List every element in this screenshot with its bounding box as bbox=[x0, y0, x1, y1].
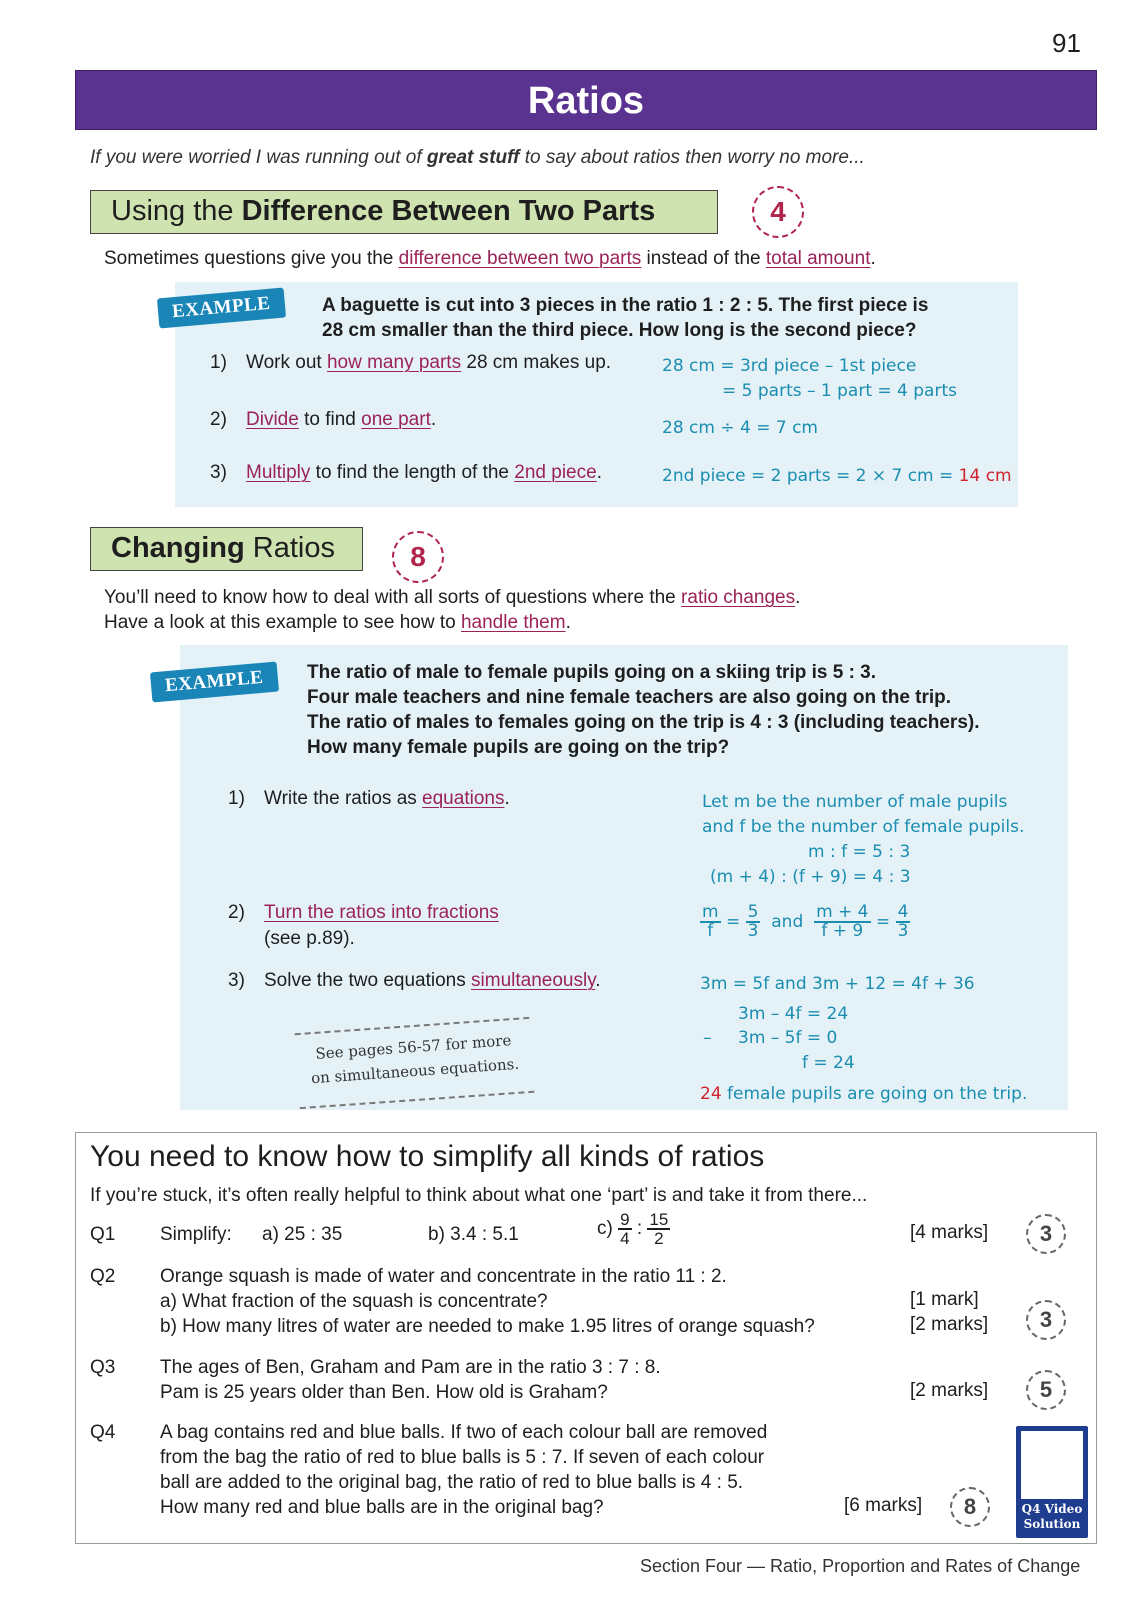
section2-lead: You’ll need to know how to deal with all sorts of questions where the ratio changes. Have a look at this example to see how to handle them. bbox=[104, 587, 801, 633]
example-question: A baguette is cut into 3 pieces in the ratio 1 : 2 : 5. The first piece is 28 cm smaller than the third piece. How long is the second piece? bbox=[322, 295, 929, 341]
working-line: 3m – 4f = 24 bbox=[738, 1004, 849, 1024]
cross-reference-note: See pages 56-57 for more on simultaneous equations. bbox=[295, 1017, 535, 1109]
section-heading-difference: Using the Difference Between Two Parts bbox=[90, 190, 718, 234]
question-number: Q1 bbox=[90, 1224, 116, 1245]
section1-lead: Sometimes questions give you the difference between two parts instead of the total amount. bbox=[104, 248, 876, 269]
video-solution-link[interactable] bbox=[1016, 1426, 1088, 1538]
working-line: 2nd piece = 2 parts = 2 × 7 cm = 14 cm bbox=[662, 466, 1012, 486]
answer-line: 24 female pupils are going on the trip. bbox=[700, 1084, 1028, 1104]
question-number: Q3 bbox=[90, 1357, 116, 1378]
question-text: The ages of Ben, Graham and Pam are in the ratio 3 : 7 : 8. Pam is 25 years older than Ben. How old is Graham? bbox=[160, 1357, 661, 1403]
practice-title: You need to know how to simplify all kinds of ratios bbox=[90, 1140, 765, 1173]
working-line: and f be the number of female pupils. bbox=[702, 817, 1025, 837]
page-title: Ratios bbox=[527, 80, 645, 122]
fraction-equations: $\frac{m}{f}$ = $\frac{5}{3}$ and $\frac{m + 4}{f + 9}$ = $\frac{4}{3}$ bbox=[702, 902, 909, 941]
marks: [2 marks] bbox=[910, 1380, 989, 1401]
qr-code-icon bbox=[1021, 1431, 1083, 1499]
minus-sign: – bbox=[703, 1028, 712, 1048]
question-part: a) 25 : 35 bbox=[262, 1224, 343, 1245]
working-line: 3m = 5f and 3m + 12 = 4f + 36 bbox=[700, 974, 975, 994]
grade-badge-icon: 8 bbox=[392, 531, 444, 583]
title-bar bbox=[75, 70, 1097, 130]
intro-text: If you were worried I was running out of great stuff to say about ratios then worry no more... bbox=[90, 147, 865, 168]
working-line: Let m be the number of male pupils bbox=[702, 792, 1008, 812]
practice-subtitle: If you’re stuck, it’s often really helpful to think about what one ‘part’ is and take it from there... bbox=[90, 1185, 868, 1206]
section-heading-changing: Changing Ratios bbox=[90, 527, 363, 571]
working-line: 28 cm = 3rd piece – 1st piece bbox=[662, 356, 917, 376]
step-3: 3) Multiply to find the length of the 2nd piece. bbox=[210, 462, 602, 483]
step-3: 3) Solve the two equations simultaneously. bbox=[228, 970, 601, 991]
working-line: = 5 parts – 1 part = 4 parts bbox=[722, 381, 957, 401]
working-line: 3m – 5f = 0 bbox=[738, 1028, 838, 1048]
question-part: c) $\frac{9}{4}$ : $\frac{15}{2}$ bbox=[597, 1210, 669, 1248]
keyword-link: difference between two parts bbox=[398, 248, 642, 269]
example-question: The ratio of male to female pupils going on a skiing trip is 5 : 3. Four male teachers and nine female teachers are also going on the trip. The ratio of males to females going on the trip is 4 : 3 (including teachers). How many female pupils are going on the trip? bbox=[307, 662, 980, 758]
marks: [4 marks] bbox=[910, 1222, 989, 1243]
question-text: A bag contains red and blue balls. If two of each colour ball are removed from the bag the ratio of red to blue balls is 5 : 7. If seven of each colour ball are added to the original bag, the ratio of red to blue balls is 4 : 5. How many red and blue balls are in the original bag? bbox=[160, 1422, 768, 1518]
example-tag: EXAMPLE bbox=[150, 662, 279, 703]
working-line: f = 24 bbox=[802, 1053, 855, 1073]
marks: [2 marks] bbox=[910, 1314, 989, 1335]
example-tag: EXAMPLE bbox=[157, 288, 286, 329]
video-solution-label: Q4 Video Solution bbox=[1021, 1502, 1083, 1531]
question-text: Orange squash is made of water and concentrate in the ratio 11 : 2. a) What fraction of the squash is concentrate? b) How many litres of water are needed to make 1.95 litres of orange squash? bbox=[160, 1266, 815, 1337]
grade-badge-icon: 4 bbox=[752, 186, 804, 238]
step-2: 2) Divide to find one part. bbox=[210, 409, 437, 430]
working-line: 28 cm ÷ 4 = 7 cm bbox=[662, 418, 818, 438]
grade-badge-icon: 5 bbox=[1026, 1370, 1066, 1410]
marks: [6 marks] bbox=[844, 1495, 923, 1516]
question-number: Q4 bbox=[90, 1422, 116, 1443]
question-number: Q2 bbox=[90, 1266, 116, 1287]
step-1: 1) Write the ratios as equations. bbox=[228, 788, 510, 809]
grade-badge-icon: 3 bbox=[1026, 1214, 1066, 1254]
step-2: 2) Turn the ratios into fractions bbox=[228, 902, 499, 923]
working-line: (m + 4) : (f + 9) = 4 : 3 bbox=[710, 867, 911, 887]
marks: [1 mark] bbox=[910, 1289, 979, 1310]
step-1: 1) Work out how many parts 28 cm makes up. bbox=[210, 352, 612, 373]
question-text: Simplify: bbox=[160, 1224, 232, 1245]
grade-badge-icon: 3 bbox=[1026, 1300, 1066, 1340]
page-number: 91 bbox=[1052, 28, 1081, 58]
keyword-link: total amount bbox=[765, 248, 871, 269]
working-line: m : f = 5 : 3 bbox=[808, 842, 911, 862]
step-2-reference: (see p.89). bbox=[264, 928, 355, 949]
grade-badge-icon: 8 bbox=[950, 1487, 990, 1527]
question-part: b) 3.4 : 5.1 bbox=[428, 1224, 519, 1245]
footer-section-title: Section Four — Ratio, Proportion and Rates of Change bbox=[640, 1556, 1081, 1576]
